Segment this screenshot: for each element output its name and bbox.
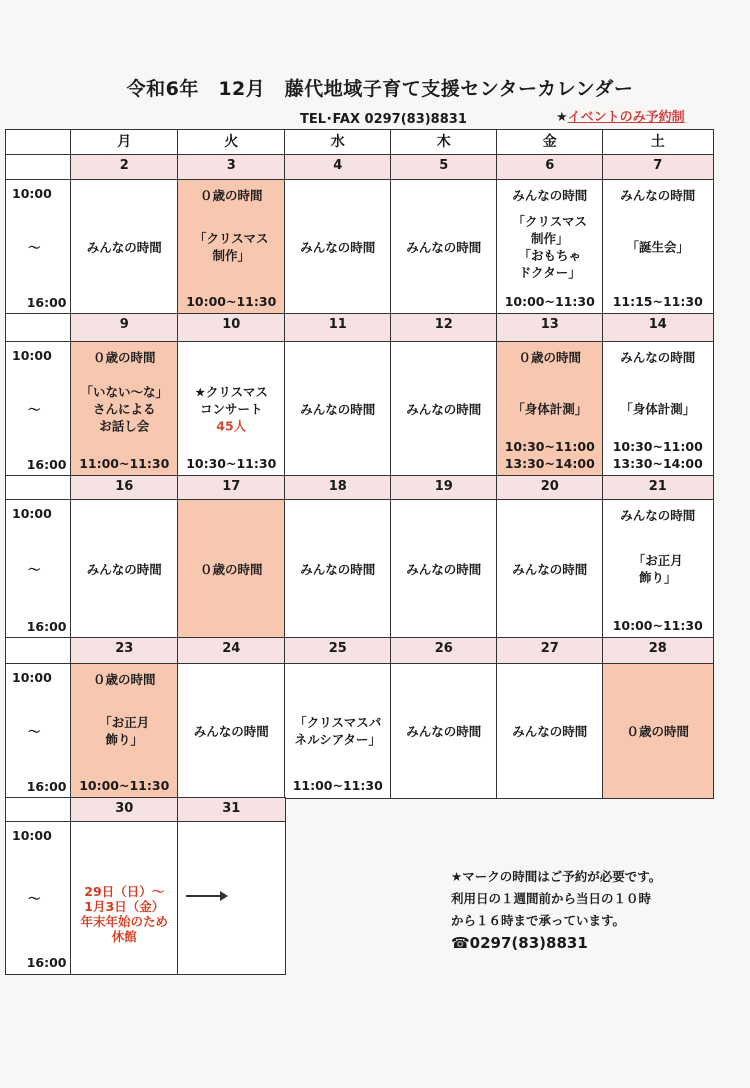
event-cell <box>602 341 714 477</box>
event-cell <box>284 663 392 799</box>
day-number: 31 <box>177 797 286 823</box>
time-start: 10:00 <box>12 348 52 363</box>
time-end: 16:00 <box>26 778 67 794</box>
time-start: 10:00 <box>12 186 52 201</box>
event-description: みんなの時間 <box>193 723 269 739</box>
day-number-blank <box>5 637 72 665</box>
event-description: 「お正月 飾り」 <box>99 714 150 747</box>
event-title: みんなの時間 <box>512 188 588 203</box>
time-end: 16:00 <box>26 294 67 310</box>
reservation-info-line1: ★マークの時間はご予約が必要です。 <box>451 869 662 884</box>
event-description: みんなの時間 <box>406 723 482 739</box>
event-description: ０歳の時間 <box>199 561 263 577</box>
event-description: みんなの時間 <box>406 239 482 255</box>
event-description: 「いない～な」 さんによる お話し会 <box>80 384 168 434</box>
day-number: 9 <box>70 313 179 343</box>
arrow-line <box>186 895 222 897</box>
calendar-grid <box>5 129 712 973</box>
event-cell <box>390 341 498 477</box>
event-time: 10:00~11:30 <box>612 617 703 633</box>
event-description: みんなの時間 <box>86 561 162 577</box>
day-number-blank <box>5 475 72 501</box>
closed-notice: 29日（日）～ 1月3日（金） 年末年始のため 休館 <box>80 884 168 944</box>
event-time: 10:30~11:30 <box>186 455 277 471</box>
day-number: 11 <box>284 313 392 343</box>
event-time: 10:30~11:00 13:30~14:00 <box>504 438 595 471</box>
reservation-info <box>451 866 661 954</box>
event-cell <box>70 663 179 799</box>
event-title: ０歳の時間 <box>518 350 581 365</box>
time-wave: 〜 <box>28 890 41 906</box>
event-description: みんなの時間 <box>86 239 162 255</box>
event-description: みんなの時間 <box>406 401 482 417</box>
event-cell <box>390 663 498 799</box>
time-start: 10:00 <box>12 828 52 843</box>
event-description: ０歳の時間 <box>626 723 689 739</box>
event-description <box>180 383 283 434</box>
event-title: ０歳の時間 <box>199 188 263 203</box>
reservation-info-line2: 利用日の１週間前から当日の１０時 <box>451 891 652 906</box>
event-time: 10:00~11:30 <box>186 293 277 309</box>
day-number-blank <box>5 154 72 181</box>
event-cell <box>70 499 179 639</box>
event-title: みんなの時間 <box>620 350 696 365</box>
time-column <box>5 499 72 639</box>
page-title: 令和6年 12月 藤代地域子育て支援センターカレンダー <box>126 78 634 100</box>
day-number: 26 <box>390 637 498 665</box>
time-end: 16:00 <box>26 954 67 970</box>
event-description: 「クリスマス 制作」 <box>193 230 269 263</box>
event-cell <box>496 663 604 799</box>
day-number: 7 <box>602 154 714 181</box>
event-cell <box>390 179 498 315</box>
day-number: 23 <box>70 637 179 665</box>
time-wave: 〜 <box>28 239 41 255</box>
event-name: ★クリスマス コンサート <box>194 384 268 417</box>
event-cell <box>602 179 714 315</box>
event-description: みんなの時間 <box>406 561 482 577</box>
event-cell <box>602 499 714 639</box>
event-description: 「誕生会」 <box>626 239 689 255</box>
event-description: 「身体計測」 <box>620 401 696 417</box>
phone-number: ☎0297(83)8831 <box>451 934 588 952</box>
reservation-info-line3: から１６時まで承っています。 <box>451 913 626 928</box>
event-description: 「クリスマスパ ネルシアター」 <box>294 714 382 747</box>
event-cell-empty <box>177 821 286 975</box>
day-number: 13 <box>496 313 604 343</box>
event-cell <box>284 341 392 477</box>
event-cell <box>496 341 604 477</box>
day-number: 4 <box>284 154 392 181</box>
event-cell <box>284 179 392 315</box>
event-cell <box>496 179 604 315</box>
time-start: 10:00 <box>12 506 52 521</box>
day-number: 21 <box>602 475 714 501</box>
reservation-note <box>556 106 685 125</box>
arrow-right-icon <box>220 891 228 901</box>
event-cell <box>496 499 604 639</box>
event-cell <box>177 663 286 799</box>
star-icon: ★ <box>556 110 568 125</box>
event-title: みんなの時間 <box>620 188 696 203</box>
event-cell <box>177 341 286 477</box>
event-cell <box>602 663 714 799</box>
time-start: 10:00 <box>12 670 52 685</box>
event-cell <box>70 179 179 315</box>
day-number: 16 <box>70 475 179 501</box>
event-time: 11:15~11:30 <box>612 293 703 309</box>
event-description: みんなの時間 <box>512 561 588 577</box>
day-number: 2 <box>70 154 179 181</box>
day-number: 30 <box>70 797 179 823</box>
tel-fax: TEL･FAX 0297(83)8831 <box>300 112 467 127</box>
time-column <box>5 663 72 799</box>
day-number-blank <box>5 797 72 823</box>
event-cell <box>177 499 286 639</box>
capacity-count: 45人 <box>216 418 247 434</box>
event-cell <box>70 341 179 477</box>
time-column <box>5 179 72 315</box>
event-title: みんなの時間 <box>620 508 696 523</box>
day-number: 6 <box>496 154 604 181</box>
weekday-header: 金 <box>496 129 604 156</box>
day-number: 24 <box>177 637 286 665</box>
event-cell <box>70 821 179 975</box>
event-time: 11:00~11:30 <box>292 777 383 793</box>
time-wave: 〜 <box>28 561 41 577</box>
time-column <box>5 821 72 975</box>
day-number: 17 <box>177 475 286 501</box>
day-number-blank <box>5 313 72 343</box>
day-number: 14 <box>602 313 714 343</box>
reservation-note-text: イベントのみ予約制 <box>567 110 685 125</box>
event-cell <box>284 499 392 639</box>
event-time: 11:00~11:30 <box>79 455 170 471</box>
weekday-header: 火 <box>177 129 286 156</box>
time-end: 16:00 <box>26 456 67 472</box>
event-time: 10:00~11:30 <box>504 293 595 309</box>
day-number: 3 <box>177 154 286 181</box>
event-description: 「身体計測」 <box>512 401 588 417</box>
day-number: 28 <box>602 637 714 665</box>
event-description: みんなの時間 <box>300 561 376 577</box>
time-end: 16:00 <box>26 618 67 634</box>
weekday-header: 月 <box>70 129 179 156</box>
event-description: 「お正月 飾り」 <box>632 552 683 585</box>
day-number: 18 <box>284 475 392 501</box>
time-wave: 〜 <box>28 723 41 739</box>
weekday-header-blank <box>5 129 72 156</box>
time-column <box>5 341 72 477</box>
day-number: 20 <box>496 475 604 501</box>
weekday-header: 水 <box>284 129 392 156</box>
day-number: 27 <box>496 637 604 665</box>
event-description: みんなの時間 <box>300 401 376 417</box>
weekday-header: 木 <box>390 129 498 156</box>
day-number: 25 <box>284 637 392 665</box>
event-time: 10:30~11:00 13:30~14:00 <box>612 438 703 471</box>
event-description: みんなの時間 <box>512 723 588 739</box>
event-time: 10:00~11:30 <box>79 777 170 793</box>
time-wave: 〜 <box>28 401 41 417</box>
day-number: 10 <box>177 313 286 343</box>
event-cell <box>390 499 498 639</box>
event-description: みんなの時間 <box>300 239 376 255</box>
event-title: ０歳の時間 <box>92 672 156 687</box>
event-cell <box>177 179 286 315</box>
day-number: 12 <box>390 313 498 343</box>
event-description: 「クリスマス 制作」 「おもちゃ ドクター」 <box>512 213 587 280</box>
event-title: ０歳の時間 <box>92 350 156 365</box>
weekday-header: 土 <box>602 129 714 156</box>
day-number: 5 <box>390 154 498 181</box>
day-number: 19 <box>390 475 498 501</box>
